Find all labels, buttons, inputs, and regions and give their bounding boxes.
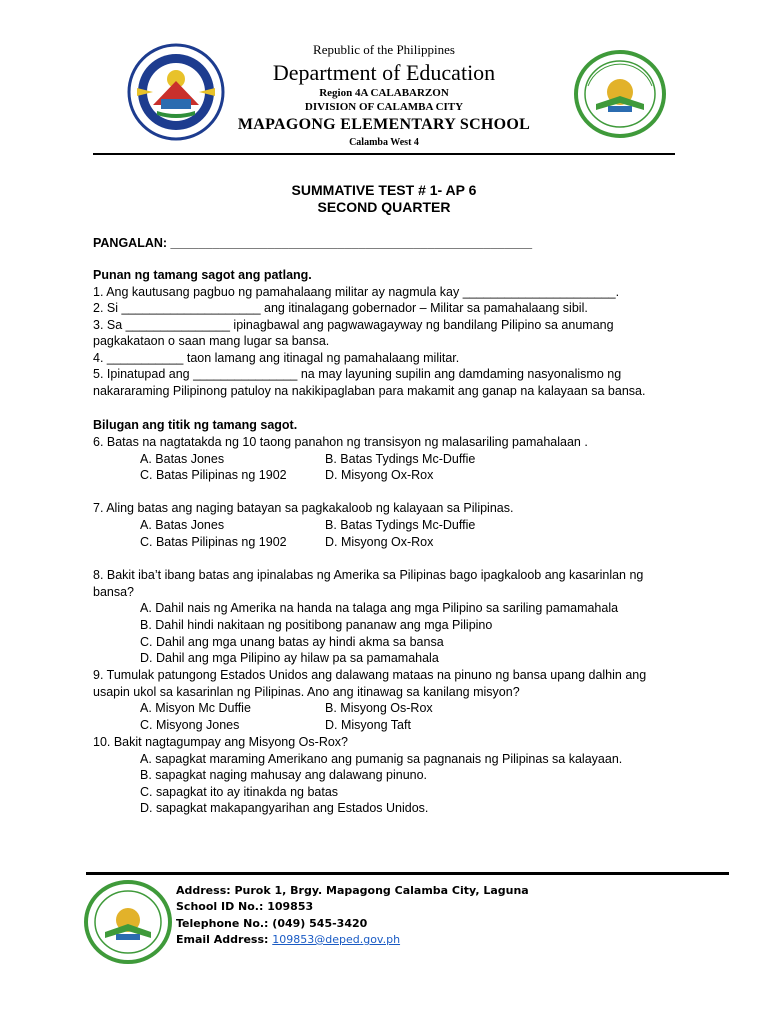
test-subtitle: SECOND QUARTER (317, 199, 451, 215)
republic-line: Republic of the Philippines (313, 42, 455, 57)
part1-line: pagkakataon o saan mang lugar sa bansa. (93, 334, 330, 348)
q8-option-c: C. Dahil ang mga unang batas ay hindi akma sa bansa (140, 635, 444, 649)
part1-line: 1. Ang kautusang pagbuo ng pamahalaang militar ay nagmula kay ______________________. (93, 285, 620, 299)
q6-option-a: A. Batas Jones (140, 452, 225, 466)
part1-line: 2. Si ____________________ ang itinalagang gobernador – Militar sa pamahalaang sibil. (93, 301, 588, 315)
q6-option-d: D. Misyong Ox-Rox (325, 468, 434, 482)
q6-option-b: B. Batas Tydings Mc-Duffie (325, 452, 476, 466)
q10-option-b: B. sapagkat naging mahusay ang dalawang pinuno. (140, 768, 428, 782)
region-line: Region 4A CALABARZON (319, 87, 449, 99)
q9-option-c: C. Misyong Jones (140, 718, 240, 732)
q10-option-a: A. sapagkat maraming Amerikano ang pumanig sa pagnanais ng Pilipinas sa kalayaan. (140, 752, 623, 766)
footer-email-label: Email Address: (176, 933, 273, 946)
school-name: MAPAGONG ELEMENTARY SCHOOL (237, 116, 531, 133)
header-divider (93, 153, 675, 155)
q7-option-c: C. Batas Pilipinas ng 1902 (140, 535, 287, 549)
q10-option-c: C. sapagkat ito ay itinakda ng batas (140, 785, 339, 799)
name-field-label: PANGALAN: ____________________________________________________ (93, 236, 533, 250)
question-8-cont: bansa? (93, 585, 135, 599)
question-9-cont: usapin ukol sa kasarinlan ng Pilipinas. Ano ang itinawag sa kanilang misyon? (93, 685, 520, 699)
part1-line: 5. Ipinatupad ang _______________ na may layuning supilin ang damdaming nasyonalismo ng (93, 367, 622, 381)
q9-option-a: A. Misyon Mc Duffie (140, 701, 251, 715)
q7-option-a: A. Batas Jones (140, 518, 225, 532)
footer-school-id: School ID No.: 109853 (176, 900, 314, 913)
q9-option-d: D. Misyong Taft (325, 718, 411, 732)
question-10: 10. Bakit nagtagumpay ang Misyong Os-Rox? (93, 735, 348, 749)
q7-option-d: D. Misyong Ox-Rox (325, 535, 434, 549)
part1-instruction: Punan ng tamang sagot ang patlang. (93, 268, 312, 282)
part1-line: 3. Sa _______________ ipinagbawal ang pagwawagayway ng bandilang Pilipino sa anumang (93, 318, 614, 332)
test-title: SUMMATIVE TEST # 1- AP 6 (291, 182, 477, 198)
footer-telephone: Telephone No.: (049) 545-3420 (176, 917, 368, 930)
division-line: DIVISION OF CALAMBA CITY (304, 101, 464, 113)
footer-email-row (176, 932, 400, 949)
q8-option-b: B. Dahil hindi nakitaan ng positibong pananaw ang mga Pilipino (140, 618, 493, 632)
part1-line: 4. ___________ taon lamang ang itinagal ng pamahalaang militar. (93, 351, 460, 365)
footer-address: Address: Purok 1, Brgy. Mapagong Calamba City, Laguna (176, 884, 529, 897)
district-line: Calamba West 4 (349, 137, 419, 148)
question-9: 9. Tumulak patungong Estados Unidos ang dalawang mataas na pinuno ng bansa upang dalhin ang (93, 668, 647, 682)
footer-divider (86, 872, 729, 875)
q10-option-d: D. sapagkat makapangyarihan ang Estados Unidos. (140, 801, 429, 815)
q7-option-b: B. Batas Tydings Mc-Duffie (325, 518, 476, 532)
footer-email-link[interactable]: 109853@deped.gov.ph (272, 933, 401, 946)
q6-option-c: C. Batas Pilipinas ng 1902 (140, 468, 287, 482)
department-name: Department of Education (272, 60, 496, 85)
part2-instruction: Bilugan ang titik ng tamang sagot. (93, 418, 298, 432)
q8-option-a: A. Dahil nais ng Amerika na handa na talaga ang mga Pilipino sa sariling pamamahala (140, 601, 619, 615)
question-8: 8. Bakit iba’t ibang batas ang ipinalabas ng Amerika sa Pilipinas bago ipagkaloob ang kasarinlan ng (93, 568, 644, 582)
part1-line: nakararaming Pilipinong patuloy na nakikipaglaban para makamit ang ganap na kalayaan sa bansa. (93, 384, 646, 398)
question-7: 7. Aling batas ang naging batayan sa pagkakaloob ng kalayaan sa Pilipinas. (93, 501, 514, 515)
q8-option-d: D. Dahil ang mga Pilipino ay hilaw pa sa pamamahala (140, 651, 439, 665)
q9-option-b: B. Misyong Os-Rox (325, 701, 433, 715)
school-logo-footer (84, 880, 172, 964)
question-6: 6. Batas na nagtatakda ng 10 taong panahon ng transisyon ng malasariling pamahalaan . (93, 435, 588, 449)
